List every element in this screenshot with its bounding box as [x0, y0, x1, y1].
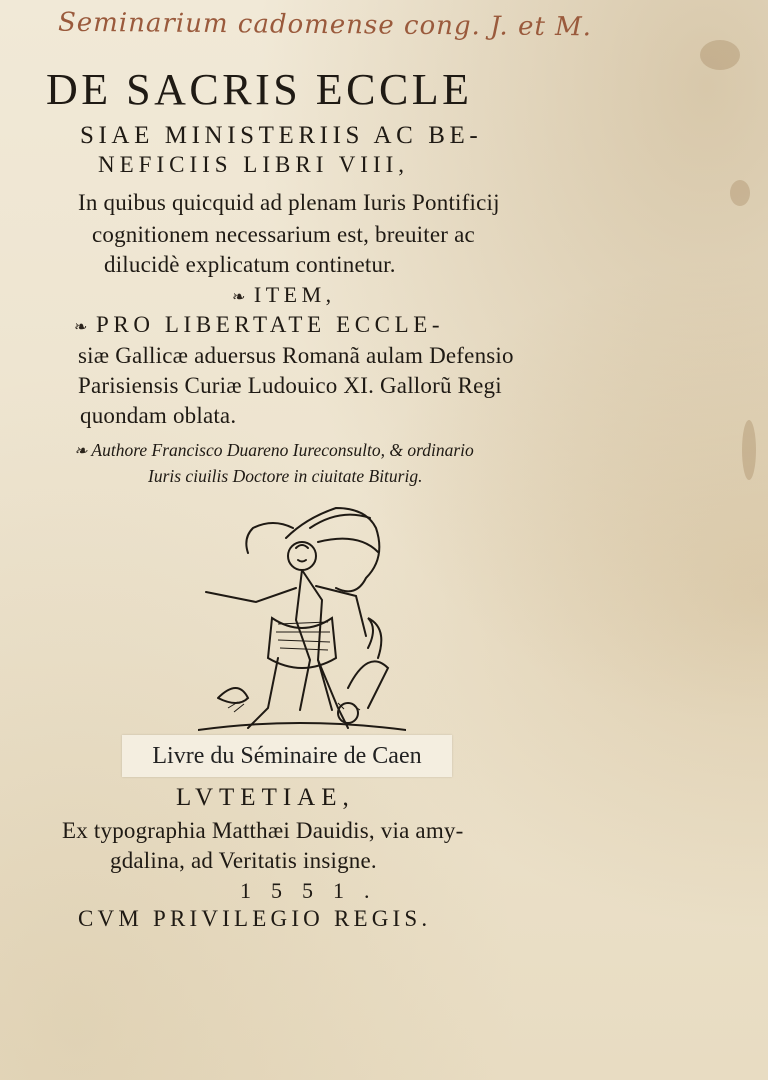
- imprint-city: LVTETIAE,: [176, 784, 355, 811]
- second-work-line-3: Parisiensis Curiæ Ludouico XI. Gallorũ Regi: [78, 373, 502, 398]
- author-line-1: [74, 440, 474, 461]
- imprint-year: 1551.: [240, 878, 390, 903]
- ownership-label: Livre du Séminaire de Caen: [122, 735, 452, 777]
- item-heading: [232, 282, 336, 308]
- second-work-line-1: [74, 312, 444, 338]
- second-work-title: PRO LIBERTATE ECCLE-: [96, 312, 445, 337]
- foxing-spot: [730, 180, 750, 206]
- author-text: Authore Francisco Duareno Iureconsulto, & ordinario: [91, 440, 474, 460]
- second-work-line-2: siæ Gallicæ aduersus Romanã aulam Defensio: [78, 343, 514, 368]
- subtitle-line-2: cognitionem necessarium est, breuiter ac: [92, 222, 475, 247]
- handwritten-inscription: Seminarium cadomense cong. J. et M.: [57, 7, 593, 43]
- fleuron-icon: ❧: [232, 289, 250, 306]
- second-work-line-4: quondam oblata.: [80, 403, 237, 428]
- fleuron-icon: ❧: [74, 443, 88, 460]
- title-line-1: DE SACRIS ECCLE: [46, 65, 473, 114]
- subtitle-line-3: dilucidè explicatum continetur.: [104, 252, 396, 277]
- fleuron-icon: ❧: [74, 319, 93, 336]
- item-text: ITEM,: [253, 282, 336, 307]
- imprint-line-2: gdalina, ad Veritatis insigne.: [110, 848, 377, 873]
- privilege-statement: CVM PRIVILEGIO REGIS.: [78, 906, 432, 931]
- foxing-spot: [742, 420, 756, 480]
- subtitle-line-1: In quibus quicquid ad plenam Iuris Pontificij: [78, 190, 500, 215]
- author-line-2: Iuris ciuilis Doctore in ciuitate Biturig.: [148, 466, 423, 486]
- title-line-2: SIAE MINISTERIIS AC BE-: [80, 122, 483, 149]
- imprint-line-1: Ex typographia Matthæi Dauidis, via amy-: [62, 818, 464, 843]
- foxing-spot: [700, 40, 740, 70]
- woodcut-illustration: [198, 498, 406, 738]
- title-line-3: NEFICIIS LIBRI VIII,: [98, 152, 410, 177]
